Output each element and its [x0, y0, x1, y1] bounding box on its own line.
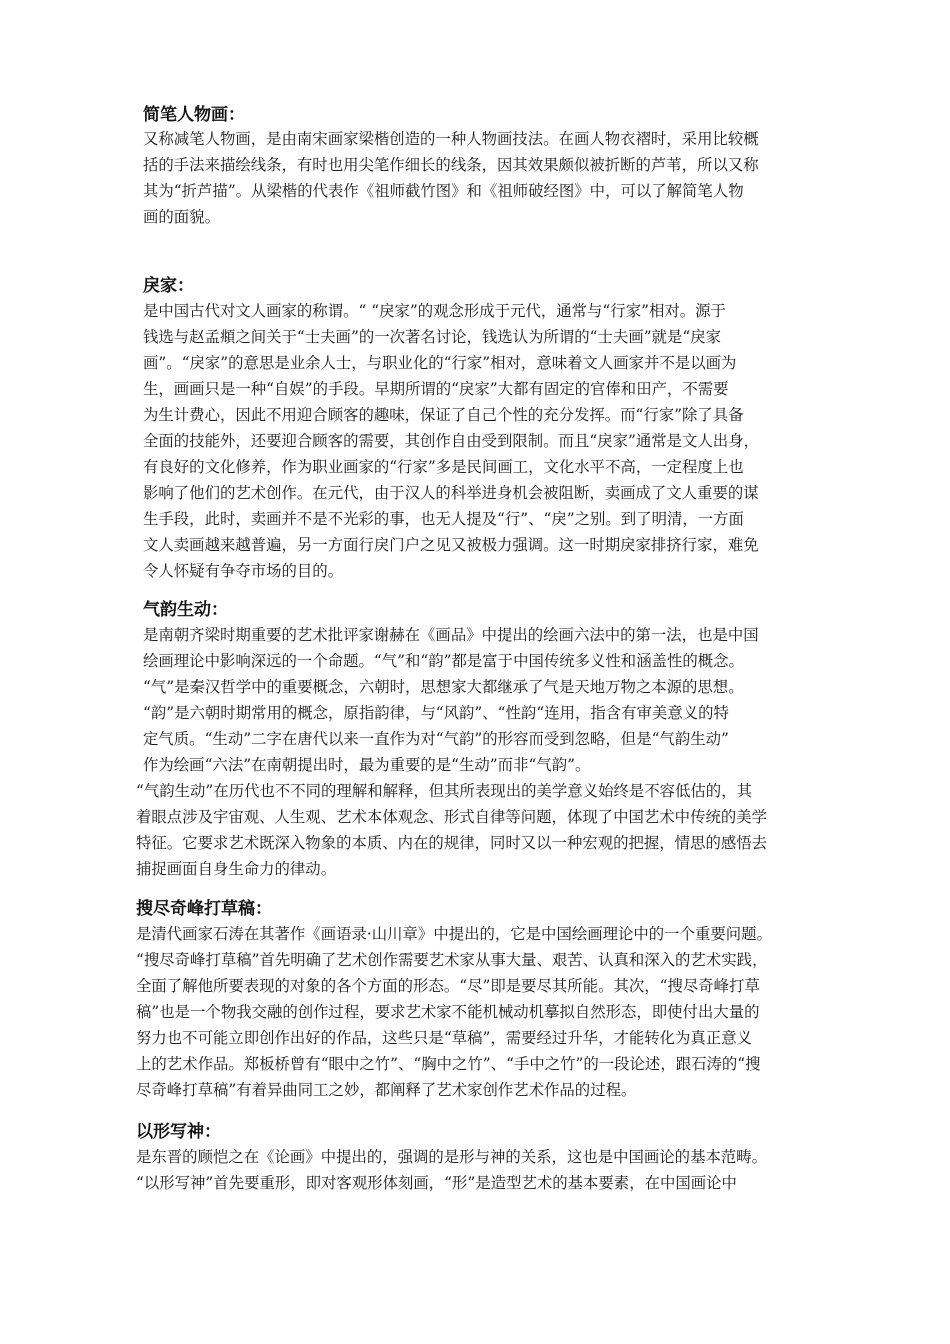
paragraph-line: 作为绘画“六法”在南朝提出时，最为重要的是“生动”而非“气韵”。 — [143, 756, 591, 774]
paragraph-line: 画的面貌。 — [143, 208, 220, 226]
paragraph-line: 有良好的文化修养，作为职业画家的“行家”多是民间画工，文化水平不高，一定程度上也 — [143, 458, 744, 476]
paragraph-line: 尽奇峰打草稿”有着异曲同工之妙，都阐释了艺术家创作艺术作品的过程。 — [136, 1081, 637, 1099]
paragraph-line: 生手段，此时，卖画并不是不光彩的事，也无人提及“行”、“戾”之别。到了明清，一方面 — [143, 510, 744, 528]
paragraph-line: 稿”也是一个物我交融的创作过程，要求艺术家不能机械动机摹拟自然形态，即使付出大量的 — [136, 1003, 760, 1021]
paragraph-line: 令人怀疑有争夺市场的目的。 — [143, 562, 344, 580]
section-heading: 简笔人物画： — [143, 105, 245, 125]
paragraph-line: 是中国古代对文人画家的称谓。“ “戾家”的观念形成于元代，通常与“行家”相对。源于 — [143, 302, 726, 320]
paragraph-line: 画”。“戾家”的意思是业余人士，与职业化的“行家”相对，意味着文人画家并不是以画为 — [143, 354, 737, 372]
section-heading: 戾家： — [143, 276, 194, 296]
paragraph-line: 钱选与赵孟頫之间关于“士夫画”的一次著名讨论，钱选认为所谓的“士夫画”就是“戾家 — [143, 328, 722, 346]
paragraph-line: 是东晋的顾恺之在《论画》中提出的，强调的是形与神的关系，这也是中国画论的基本范畴。 — [136, 1148, 768, 1166]
paragraph-line: 括的手法来描绘线条，有时也用尖笔作细长的线条，因其效果颇似被折断的芦苇，所以又称 — [143, 156, 759, 174]
paragraph-line: 是南朝齐梁时期重要的艺术批评家谢赫在《画品》中提出的绘画六法中的第一法，也是中国 — [143, 626, 759, 644]
paragraph-line: 为生计费心，因此不用迎合顾客的趣味，保证了自己个性的充分发挥。而“行家”除了具备 — [143, 406, 744, 424]
paragraph-line: “气”是秦汉哲学中的重要概念，六朝时，思想家大都继承了气是天地万物之本源的思想。 — [143, 678, 744, 696]
section-heading: 气韵生动： — [143, 600, 228, 620]
paragraph-line: 捕捉画面自身生命力的律动。 — [136, 860, 337, 878]
paragraph-line: “搜尽奇峰打草稿”首先明确了艺术创作需要艺术家从事大量、艰苦、认真和深入的艺术实践， — [136, 951, 768, 969]
paragraph-line: 又称减笔人物画，是由南宋画家梁楷创造的一种人物画技法。在画人物衣褶时，采用比较概 — [143, 130, 759, 148]
paragraph-line: 其为“折芦描”。从梁楷的代表作《祖师截竹图》和《祖师破经图》中，可以了解简笔人物 — [143, 182, 744, 200]
paragraph-line: “气韵生动”在历代也不不同的理解和解释，但其所表现出的美学意义始终是不容低估的，其 — [136, 782, 752, 800]
paragraph-line: 全面的技能外，还要迎合顾客的需要，其创作自由受到限制。而且“戾家”通常是文人出身， — [143, 432, 759, 450]
paragraph-line: “以形写神”首先要重形，即对客观形体刻画，“形”是造型艺术的基本要素，在中国画论中 — [136, 1174, 737, 1192]
paragraph-line: 上的艺术作品。郑板桥曾有“眼中之竹”、“胸中之竹”、“手中之竹”的一段论述，跟石涛的“搜 — [136, 1055, 761, 1073]
paragraph-line: 影响了他们的艺术创作。在元代，由于汉人的科举进身机会被阻断，卖画成了文人重要的谋 — [143, 484, 759, 502]
section-heading: 搜尽奇峰打草稿： — [136, 899, 272, 919]
section-heading: 以形写神： — [136, 1122, 221, 1142]
paragraph-line: 特征。它要求艺术既深入物象的本质、内在的规律，同时又以一种宏观的把握，情思的感悟去 — [136, 834, 768, 852]
paragraph-line: 是清代画家石涛在其著作《画语录·山川章》中提出的，它是中国绘画理论中的一个重要问题。 — [136, 925, 772, 943]
paragraph-line: 努力也不可能立即创作出好的作品，这些只是“草稿”，需要经过升华，才能转化为真正意义 — [136, 1029, 752, 1047]
paragraph-line: 定气质。“生动”二字在唐代以来一直作为对“气韵”的形容而受到忽略，但是“气韵生动” — [143, 730, 729, 748]
paragraph-line: 文人卖画越来越普遍，另一方面行戾门户之见又被极力强调。这一时期戾家排挤行家，难免 — [143, 536, 759, 554]
paragraph-line: “韵”是六朝时期常用的概念，原指韵律，与“风韵”、“性韵“连用，指含有审美意义的特 — [143, 704, 729, 722]
paragraph-line: 生，画画只是一种“自娱”的手段。早期所谓的“戾家”大都有固定的官俸和田产，不需要 — [143, 380, 729, 398]
paragraph-line: 全面了解他所要表现的对象的各个方面的形态。“尽”即是要尽其所能。其次，“搜尽奇峰打草 — [136, 977, 760, 995]
paragraph-line: 着眼点涉及宇宙观、人生观、艺术本体观念、形式自律等问题，体现了中国艺术中传统的美学 — [136, 808, 768, 826]
paragraph-line: 绘画理论中影响深远的一个命题。“气”和“韵”都是富于中国传统多义性和涵盖性的概念。 — [143, 652, 744, 670]
